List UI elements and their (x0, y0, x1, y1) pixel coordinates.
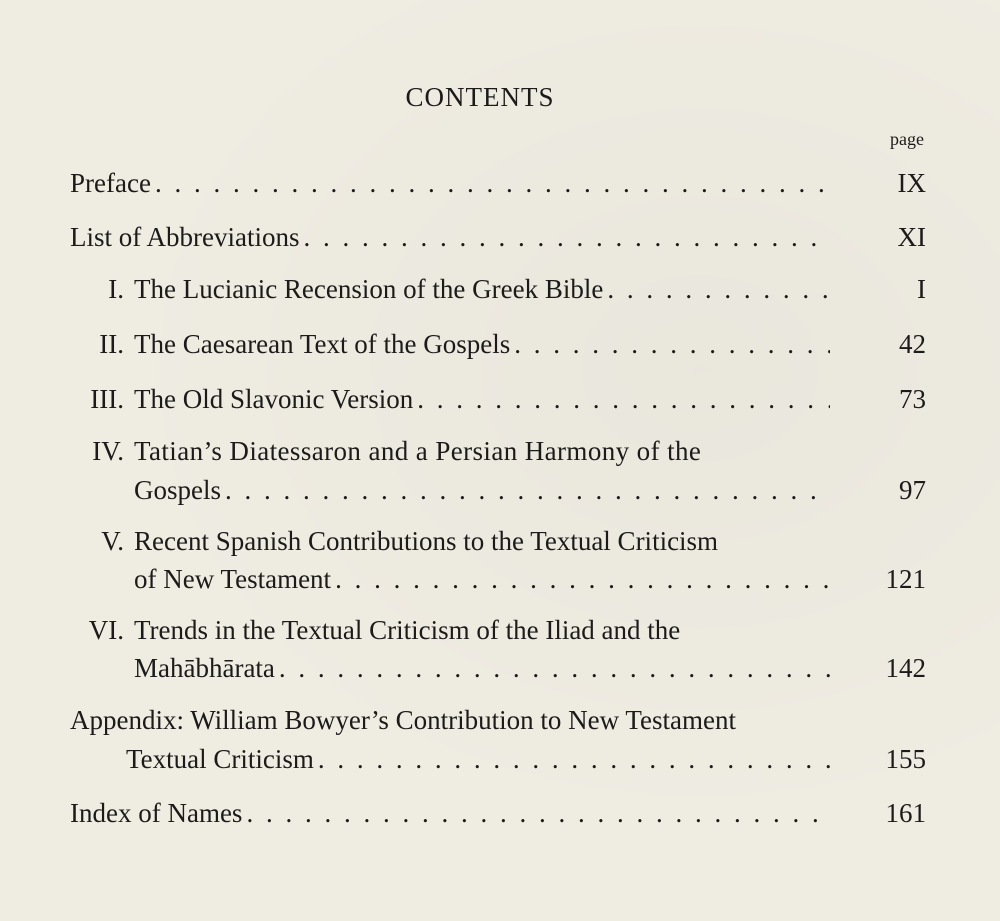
toc-page-number: 97 (899, 475, 926, 505)
toc-entry-index[interactable] (70, 794, 860, 832)
toc-page-number: XI (897, 222, 926, 252)
toc-page-number: 121 (885, 564, 926, 594)
toc-page-number: IX (897, 168, 926, 198)
toc-entry-title: Preface (70, 168, 151, 198)
page-title: CONTENTS (405, 82, 555, 112)
dot-leader (514, 325, 830, 363)
toc-entry-appendix[interactable] (126, 740, 860, 778)
dot-leader (303, 218, 830, 256)
toc-entry-appendix-line1[interactable]: Appendix: William Bowyer’s Contribution to New Testament (70, 705, 736, 735)
toc-entry-chapter-4-line1[interactable]: Tatian’s Diatessaron and a Persian Harmony of the (134, 436, 702, 466)
toc-entry-title: List of Abbreviations (70, 222, 300, 252)
chapter-numeral: II. (99, 329, 124, 359)
chapter-numeral: V. (101, 526, 124, 556)
dot-leader (417, 380, 830, 418)
toc-page-number: 155 (885, 744, 926, 774)
toc-entry-title: The Old Slavonic Version (134, 384, 414, 414)
toc-entry-chapter-5[interactable] (134, 560, 860, 598)
toc-page-number: I (917, 274, 926, 304)
toc-entry-chapter-1[interactable] (134, 270, 860, 308)
dot-leader (246, 794, 830, 832)
dot-leader (225, 471, 830, 509)
dot-leader (607, 270, 830, 308)
chapter-numeral: IV. (92, 436, 124, 466)
dot-leader (279, 649, 830, 687)
dot-leader (335, 560, 830, 598)
toc-entry-chapter-6[interactable] (134, 649, 860, 687)
toc-entry-title: The Lucianic Recension of the Greek Bible (134, 274, 604, 304)
page-column-label: page (890, 129, 924, 149)
toc-entry-chapter-6-line1[interactable]: Trends in the Textual Criticism of the Iliad and the (134, 615, 681, 645)
toc-entry-chapter-3[interactable] (134, 380, 860, 418)
toc-entry-title: Textual Criticism (126, 744, 314, 774)
chapter-numeral: VI. (88, 615, 124, 645)
toc-entry-title: of New Testament (134, 564, 332, 594)
toc-entry-chapter-4[interactable] (134, 471, 860, 509)
chapter-numeral: III. (90, 384, 124, 414)
toc-page-number: 161 (885, 798, 926, 828)
toc-entry-title: The Caesarean Text of the Gospels (134, 329, 511, 359)
toc-entry-chapter-2[interactable] (134, 325, 860, 363)
dot-leader (318, 740, 830, 778)
dot-leader (155, 164, 830, 202)
toc-entry-abbreviations[interactable] (70, 218, 860, 256)
chapter-numeral: I. (108, 274, 124, 304)
toc-entry-title: Gospels (134, 475, 221, 505)
toc-entry-chapter-5-line1[interactable]: Recent Spanish Contributions to the Textual Criticism (134, 526, 719, 556)
toc-page-number: 42 (899, 329, 926, 359)
toc-page-number: 142 (885, 653, 926, 683)
toc-page-number: 73 (899, 384, 926, 414)
toc-entry-title: Mahābhārata (134, 653, 275, 683)
toc-entry-title: Index of Names (70, 798, 243, 828)
toc-entry-preface[interactable] (70, 164, 860, 202)
